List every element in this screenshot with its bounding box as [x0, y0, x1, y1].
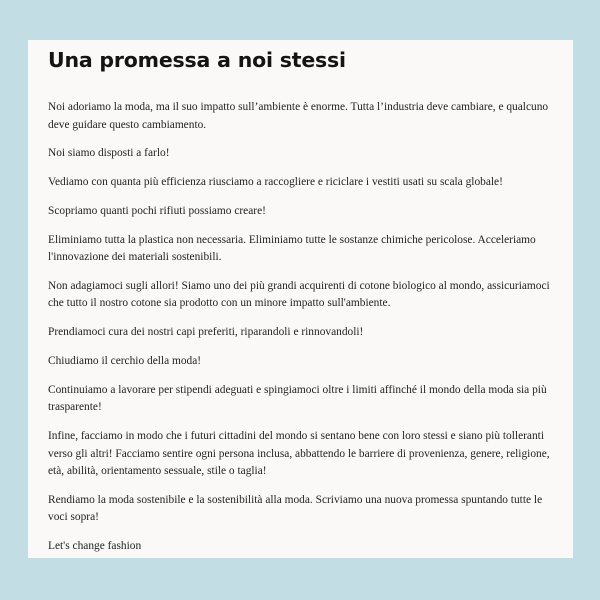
- paragraph-sustainable: Rendiamo la moda sostenibile e la sostenibilità alla moda. Scriviamo una nuova promessa spuntando tutte le voci sopra!: [48, 493, 543, 524]
- paragraph-recycling: Vediamo con quanta più efficienza riusciamo a raccogliere e riciclare i vestiti usati su scala globale!: [48, 176, 503, 189]
- content-card: [28, 40, 573, 558]
- paragraph-inclusion: Infine, facciamo in modo che i futuri cittadini del mondo si sentano bene con loro stessi e siano più tolleranti verso gli altri! Facciamo sentire ogni persona inclusa, abbattendo le barriere di provenienza, genere, religione, età, abilità, orientamento sessuale, stile o taglia!: [48, 430, 550, 478]
- paragraph-intro: Noi adoriamo la moda, ma il suo impatto sull’ambiente è enorme. Tutta l’industria deve cambiare, e qualcuno deve guidare questo cambiamento.: [48, 101, 549, 131]
- paragraph-cotton: Non adagiamoci sugli allori! Siamo uno dei più grandi acquirenti di cotone biologico al mondo, assicuriamoci che tutto il nostro cotone sia prodotto con un minore impatto sull'ambiente.: [48, 279, 550, 310]
- paragraph-waste: Scopriamo quanti pochi rifiuti possiamo creare!: [48, 204, 266, 217]
- paragraph-slogan: Let's change fashion: [48, 540, 142, 553]
- paragraph-wages: Continuiamo a lavorare per stipendi adeguati e spingiamoci oltre i limiti affinché il mondo della moda sia più trasparente!: [48, 383, 547, 414]
- paragraph-plastic: Eliminiamo tutta la plastica non necessaria. Eliminiamo tutte le sostanze chimiche pericolose. Acceleriamo l'innovazione dei materiali sostenibili.: [48, 233, 536, 264]
- paragraph-willing: Noi siamo disposti a farlo!: [48, 147, 170, 160]
- paragraph-circle: Chiudiamo il cerchio della moda!: [48, 355, 202, 368]
- page-title: Una promessa a noi stessi: [48, 48, 346, 72]
- paragraph-repair: Prendiamoci cura dei nostri capi preferiti, riparandoli e rinnovandoli!: [48, 326, 364, 339]
